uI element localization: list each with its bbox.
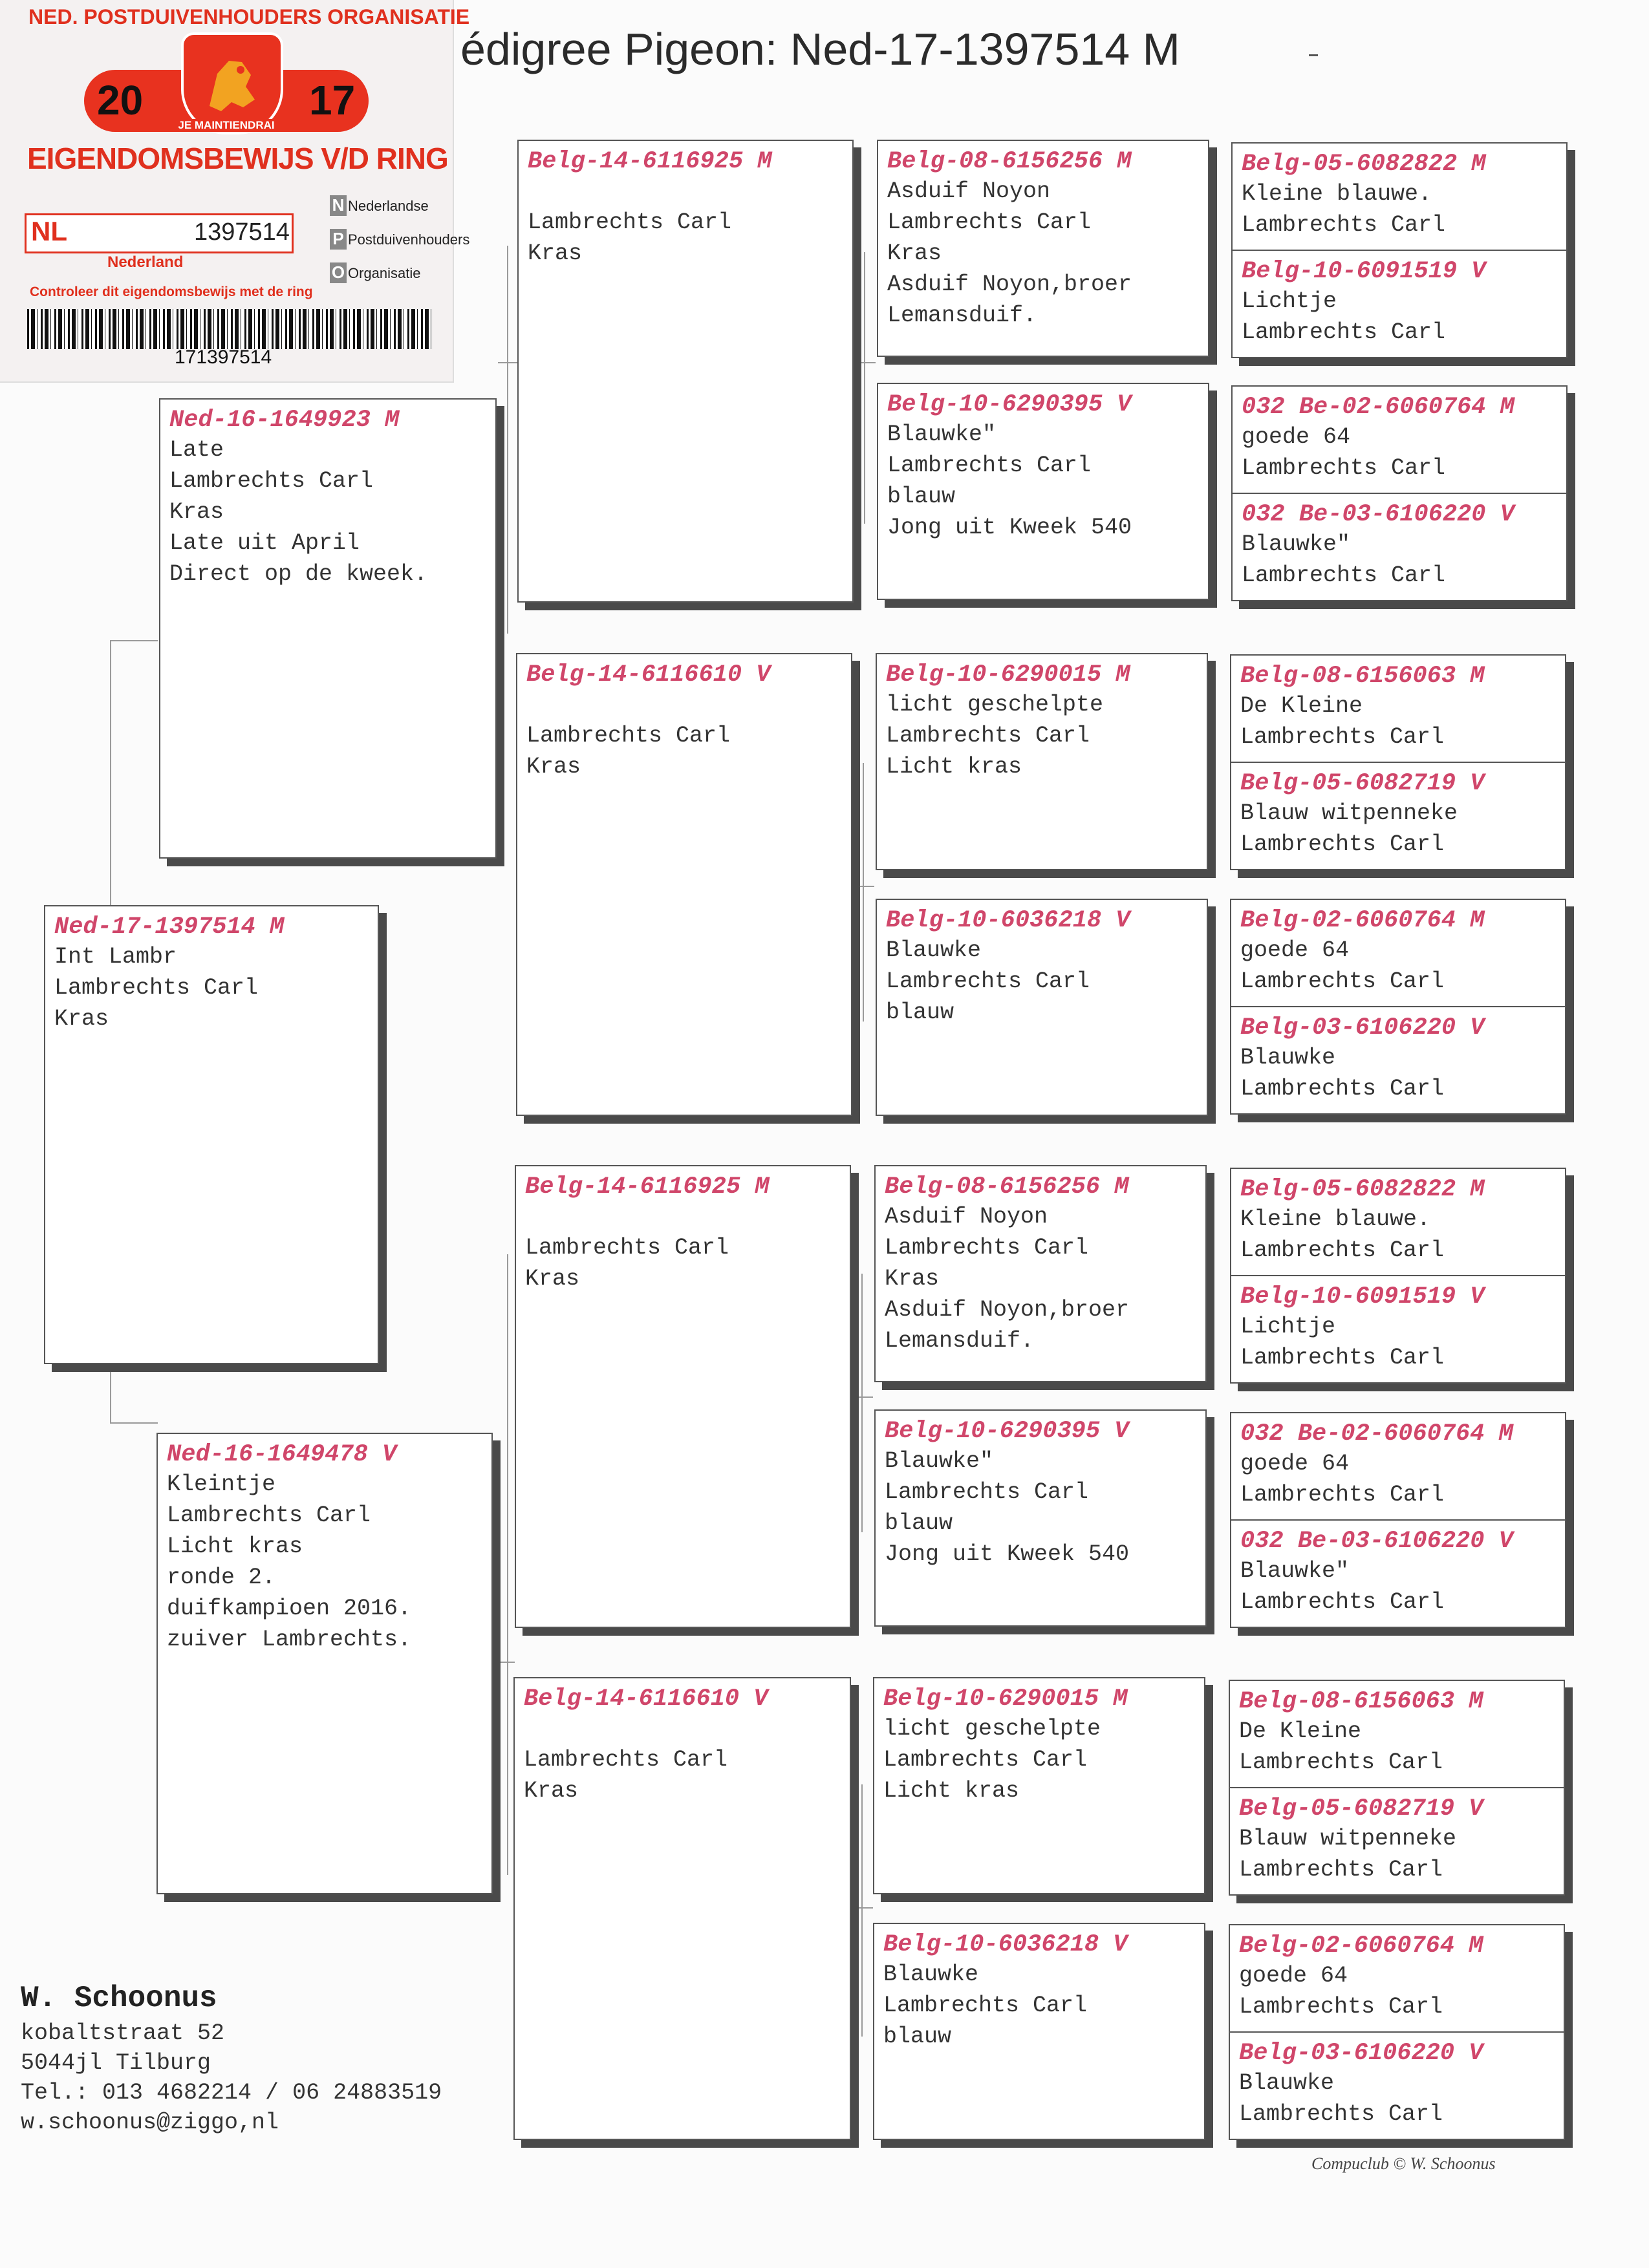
great-grandparent-box	[877, 383, 1209, 600]
ring-number: Ned-16-1649923 M	[169, 407, 400, 434]
entry-line: Asduif Noyon,broer	[885, 1297, 1130, 1323]
entry-line: Lambrechts Carl	[1242, 319, 1446, 345]
entry-line: duifkampioen 2016.	[167, 1596, 412, 1621]
entry-line: Licht kras	[883, 1778, 1020, 1804]
connector-line	[861, 1784, 863, 2037]
ring-number: Belg-08-6156256 M	[885, 1173, 1129, 1201]
connector-line	[507, 246, 508, 634]
entry-line: Lambrechts Carl	[1240, 1482, 1445, 1508]
entry-line: Lambrechts Carl	[886, 723, 1090, 749]
connector-line	[855, 362, 876, 363]
card-country: Nederland	[107, 253, 184, 271]
entry-line: Lemansduif.	[885, 1328, 1035, 1354]
pigeon-entry	[1231, 1519, 1565, 1627]
barcode-icon	[27, 309, 432, 349]
ring-number: Belg-10-6036218 V	[883, 1931, 1128, 1958]
ring-number: Belg-10-6290395 V	[887, 391, 1132, 418]
ring-number: Belg-02-6060764 M	[1240, 907, 1485, 934]
pigeon-entry	[1231, 900, 1565, 1006]
ring-number: Belg-02-6060764 M	[1239, 1932, 1483, 1960]
entry-line: Lambrechts Carl	[883, 1993, 1088, 2018]
entry-line: goede 64	[1240, 1451, 1350, 1477]
great-great-grandparent-pair	[1230, 654, 1566, 870]
great-great-grandparent-pair	[1229, 1680, 1565, 1896]
entry-line: Jong uit Kweek 540	[887, 515, 1132, 540]
ring-number: 032 Be-03-6106220 V	[1240, 1528, 1513, 1555]
card-motto: JE MAINTIENDRAI	[162, 119, 291, 132]
owner-city: 5044jl Tilburg	[21, 2050, 211, 2076]
entry-line: Asduif Noyon,broer	[887, 272, 1132, 297]
owner-contact	[21, 1978, 442, 2137]
npo-line	[330, 229, 469, 250]
npo-line	[330, 195, 429, 216]
entry-line: licht geschelpte	[883, 1716, 1101, 1742]
grandparent-box	[515, 1165, 851, 1628]
entry-line: Kras	[525, 1266, 580, 1292]
pigeon-entry	[1233, 387, 1566, 493]
entry-line: Kleine blauwe.	[1240, 1206, 1431, 1232]
entry-line: Lambrechts Carl	[1242, 212, 1446, 238]
pigeon-entry	[45, 906, 378, 1363]
subject-box	[44, 905, 379, 1364]
ring-number: Belg-14-6116610 V	[526, 661, 771, 689]
entry-line: Lambrechts Carl	[885, 1235, 1089, 1261]
entry-line: Kras	[169, 499, 224, 525]
entry-line: Lambrechts Carl	[528, 209, 732, 235]
connector-line	[110, 640, 158, 641]
great-grandparent-box	[873, 1677, 1205, 1894]
pigeon-entry	[1230, 1925, 1564, 2031]
pigeon-entry	[1231, 1413, 1565, 1519]
ring-number: Belg-05-6082719 V	[1239, 1795, 1483, 1823]
owner-phone: Tel.: 013 4682214 / 06 24883519	[21, 2080, 442, 2106]
ring-number: Belg-10-6091519 V	[1242, 258, 1486, 285]
pigeon-entry	[517, 654, 851, 1115]
entry-line: Lambrechts Carl	[1240, 1237, 1445, 1263]
footer-credit: Compuclub © W. Schoonus	[1311, 2154, 1496, 2173]
connector-line	[495, 1662, 515, 1663]
npo-text: Nederlandse	[348, 198, 429, 214]
grandparent-box	[516, 653, 852, 1116]
entry-gap	[525, 1201, 841, 1232]
entry-line: Lambrechts Carl	[54, 975, 259, 1001]
entry-line: Lambrechts Carl	[1240, 1345, 1445, 1371]
entry-gap	[524, 1713, 841, 1744]
connector-line	[863, 763, 864, 1022]
pigeon-entry	[874, 1678, 1204, 1893]
connector-line	[852, 1396, 873, 1398]
dam-box	[156, 1433, 493, 1894]
connector-line	[861, 1274, 863, 1532]
pigeon-entry	[877, 900, 1207, 1115]
ring-number: Belg-14-6116925 M	[525, 1173, 770, 1201]
entry-line: Late uit April	[169, 530, 360, 556]
pigeon-entry	[874, 1924, 1204, 2139]
barcode-number: 171397514	[175, 347, 272, 368]
ring-number: Belg-08-6156063 M	[1240, 663, 1485, 690]
pigeon-entry	[519, 141, 852, 601]
entry-line: Blauwke"	[887, 422, 997, 447]
pigeon-entry	[1231, 1169, 1565, 1275]
entry-line: blauw	[883, 2024, 952, 2049]
entry-line: Direct op de kweek.	[169, 561, 428, 587]
great-grandparent-box	[877, 140, 1209, 357]
entry-line: Kras	[528, 241, 583, 266]
entry-line: Blauw witpenneke	[1240, 800, 1458, 826]
entry-line: Blauwke"	[1242, 531, 1351, 557]
entry-line: goede 64	[1242, 424, 1351, 450]
entry-line: Lichtje	[1240, 1314, 1336, 1340]
entry-line: Blauwke	[886, 937, 982, 963]
entry-line: Late	[169, 437, 224, 463]
entry-line: Kras	[54, 1006, 109, 1032]
great-great-grandparent-pair	[1230, 1168, 1566, 1384]
connector-line	[498, 362, 517, 363]
pigeon-entry	[877, 654, 1207, 869]
entry-line: De Kleine	[1239, 1718, 1362, 1744]
npo-letter: P	[330, 229, 347, 250]
great-great-grandparent-pair	[1231, 142, 1568, 358]
entry-line: Lichtje	[1242, 288, 1337, 314]
ring-number: Belg-05-6082822 M	[1242, 151, 1486, 178]
ring-number: Belg-08-6156256 M	[887, 148, 1132, 175]
connector-line	[864, 252, 865, 524]
entry-line: Jong uit Kweek 540	[885, 1541, 1130, 1567]
entry-line: Lambrechts Carl	[1239, 2101, 1443, 2127]
dash-mark	[1309, 54, 1318, 56]
entry-line: goede 64	[1239, 1963, 1348, 1989]
pigeon-entry	[1230, 1681, 1564, 1787]
pigeon-entry	[1231, 656, 1565, 762]
entry-line: Int Lambr	[54, 944, 177, 970]
pigeon-entry	[1233, 144, 1566, 250]
entry-line: licht geschelpte	[886, 692, 1104, 718]
entry-line: Lambrechts Carl	[1242, 562, 1446, 588]
ring-number: Belg-03-6106220 V	[1239, 2040, 1483, 2067]
pigeon-entry	[516, 1166, 850, 1627]
entry-line: De Kleine	[1240, 693, 1363, 719]
npo-letter: O	[330, 262, 347, 283]
entry-line: goede 64	[1240, 937, 1350, 963]
entry-line: Lambrechts Carl	[1240, 968, 1445, 994]
connector-line	[507, 1254, 508, 1875]
pigeon-entry	[160, 400, 495, 857]
connector-line	[110, 1422, 158, 1424]
entry-line: Blauwke"	[1240, 1558, 1350, 1584]
ring-number: Belg-10-6290015 M	[886, 661, 1130, 689]
entry-line: blauw	[887, 484, 956, 509]
pigeon-entry	[1231, 1006, 1565, 1113]
connector-line	[852, 1907, 873, 1909]
ring-number: Ned-17-1397514 M	[54, 914, 285, 941]
entry-gap	[526, 689, 842, 720]
pigeon-entry	[876, 1166, 1205, 1381]
entry-line: Kras	[524, 1778, 579, 1804]
pigeon-entry	[876, 1411, 1205, 1625]
ring-number: Belg-05-6082719 V	[1240, 770, 1485, 797]
entry-line: Kras	[885, 1266, 940, 1292]
great-great-grandparent-pair	[1231, 385, 1568, 601]
country-code: NL	[31, 216, 67, 246]
entry-line: Lambrechts Carl	[1242, 455, 1446, 481]
grandparent-box	[513, 1677, 851, 2140]
ring-number: 032 Be-02-6060764 M	[1240, 1420, 1513, 1448]
entry-line: Blauwke	[1240, 1045, 1336, 1071]
pigeon-entry	[1230, 2031, 1564, 2139]
npo-text: Postduivenhouders	[348, 231, 470, 248]
pigeon-entry	[515, 1678, 850, 2139]
entry-line: Blauwke	[883, 1962, 979, 1987]
ring-number: Belg-10-6036218 V	[886, 907, 1130, 934]
connector-line	[110, 640, 111, 905]
card-organisation: NED. POSTDUIVENHOUDERS ORGANISATIE	[28, 5, 470, 28]
sire-box	[159, 398, 497, 859]
pigeon-entry	[1233, 493, 1566, 600]
great-grandparent-box	[874, 1165, 1207, 1382]
great-grandparent-box	[873, 1923, 1205, 2140]
npo-line	[330, 262, 421, 283]
entry-line: Licht kras	[167, 1534, 303, 1559]
connector-line	[854, 886, 874, 887]
great-great-grandparent-pair	[1230, 899, 1566, 1115]
owner-street: kobaltstraat 52	[21, 2020, 225, 2046]
entry-line: Lambrechts Carl	[887, 453, 1092, 478]
ring-number: Belg-10-6091519 V	[1240, 1283, 1485, 1311]
year-left: 20	[97, 77, 144, 123]
ring-number: Belg-08-6156063 M	[1239, 1688, 1483, 1715]
grandparent-box	[517, 140, 854, 603]
card-instruction: Controleer dit eigendomsbewijs met de ring	[30, 284, 313, 299]
ring-number: Belg-10-6290015 M	[883, 1685, 1128, 1713]
pigeon-entry	[1231, 762, 1565, 869]
entry-line: zuiver Lambrechts.	[167, 1627, 412, 1653]
entry-line: Lambrechts Carl	[1239, 1749, 1443, 1775]
entry-gap	[528, 176, 843, 207]
entry-line: Lambrechts Carl	[886, 968, 1090, 994]
entry-line: Lambrechts Carl	[525, 1235, 729, 1261]
entry-line: Lambrechts Carl	[1240, 831, 1445, 857]
pigeon-entry	[1231, 1275, 1565, 1382]
pigeon-entry	[1233, 250, 1566, 357]
ring-number: Belg-10-6290395 V	[885, 1418, 1129, 1445]
ring-number: Belg-14-6116610 V	[524, 1685, 768, 1713]
entry-line: Blauwke"	[885, 1448, 994, 1474]
owner-email[interactable]: w.schoonus@ziggo,nl	[21, 2110, 279, 2135]
entry-line: Lambrechts Carl	[524, 1747, 728, 1773]
entry-line: Lambrechts Carl	[1240, 1076, 1445, 1102]
great-great-grandparent-pair	[1230, 1412, 1566, 1628]
ring-number: Belg-05-6082822 M	[1240, 1176, 1485, 1203]
page-title: édigree Pigeon: Ned-17-1397514 M	[460, 24, 1180, 74]
entry-line: Lambrechts Carl	[885, 1479, 1089, 1505]
entry-line: Lambrechts Carl	[1239, 1857, 1443, 1883]
ring-number: 032 Be-02-6060764 M	[1242, 394, 1514, 421]
npo-text: Organisatie	[348, 265, 421, 281]
pigeon-entry	[1230, 1787, 1564, 1894]
pigeon-entry	[878, 141, 1208, 356]
entry-line: Kras	[526, 754, 581, 780]
entry-line: Lambrechts Carl	[526, 723, 731, 749]
entry-line: Lambrechts Carl	[883, 1747, 1088, 1773]
entry-line: Lambrechts Carl	[1240, 724, 1445, 750]
great-grandparent-box	[876, 653, 1208, 870]
ring-ownership-card	[0, 0, 470, 383]
great-grandparent-box	[876, 899, 1208, 1116]
entry-line: Blauw witpenneke	[1239, 1826, 1457, 1852]
entry-line: Licht kras	[886, 754, 1022, 780]
year-right: 17	[309, 77, 356, 123]
entry-line: Kleintje	[167, 1471, 276, 1497]
great-grandparent-box	[874, 1409, 1207, 1627]
entry-line: Lambrechts Carl	[169, 468, 374, 494]
ring-number: Belg-14-6116925 M	[528, 148, 772, 175]
npo-letter: N	[330, 195, 347, 216]
entry-line: Asduif Noyon	[885, 1204, 1048, 1230]
ring-number: 032 Be-03-6106220 V	[1242, 501, 1514, 528]
entry-line: Kras	[887, 241, 942, 266]
great-great-grandparent-pair	[1229, 1924, 1565, 2140]
entry-line: blauw	[886, 1000, 954, 1025]
ring-number: Belg-03-6106220 V	[1240, 1014, 1485, 1042]
ring-number: Ned-16-1649478 V	[167, 1441, 397, 1468]
entry-line: Blauwke	[1239, 2070, 1335, 2096]
pigeon-entry	[878, 384, 1208, 599]
entry-line: Asduif Noyon	[887, 178, 1051, 204]
entry-line: Kleine blauwe.	[1242, 181, 1432, 207]
entry-line: Lambrechts Carl	[1239, 1994, 1443, 2020]
owner-name: W. Schoonus	[21, 1982, 217, 2015]
connector-line	[110, 1364, 111, 1422]
entry-line: Lambrechts Carl	[167, 1503, 371, 1528]
entry-line: blauw	[885, 1510, 953, 1536]
entry-line: Lemansduif.	[887, 303, 1037, 328]
entry-line: Lambrechts Carl	[1240, 1589, 1445, 1615]
entry-line: ronde 2.	[167, 1565, 276, 1590]
card-ring-number: 1397514	[194, 219, 290, 246]
entry-line: Lambrechts Carl	[887, 209, 1092, 235]
pigeon-entry	[158, 1434, 491, 1893]
card-heading: EIGENDOMSBEWIJS V/D RING	[27, 142, 448, 175]
